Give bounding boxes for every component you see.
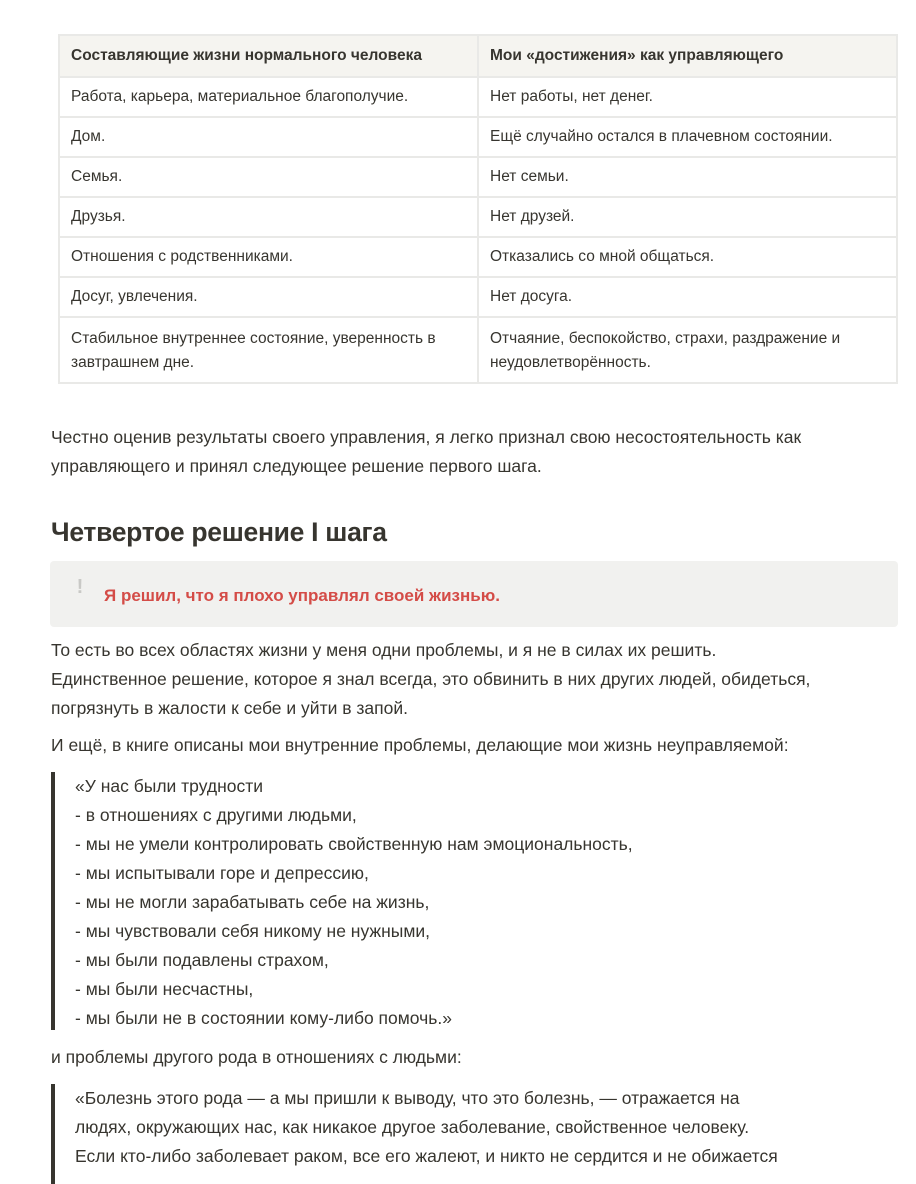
quote-line: Если кто-либо заболевает раком, все его жалеют, и никто не сердится и не обижается bbox=[75, 1146, 778, 1166]
table-row bbox=[59, 157, 897, 197]
inner-problems-paragraph: И ещё, в книге описаны мои внутренние проблемы, делающие мои жизнь неуправляемой: bbox=[51, 735, 789, 755]
callout-text: Я решил, что я плохо управлял своей жизнью. bbox=[104, 586, 500, 605]
table-cell: Досуг, увлечения. bbox=[59, 277, 478, 317]
section-heading: Четвертое решение I шага bbox=[51, 517, 387, 547]
assessment-paragraph: Честно оценив результаты своего управления, я легко признал свою несостоятельность как управляющего и принял следующее решение первого шага. bbox=[51, 427, 802, 476]
table-cell: Отказались со мной общаться. bbox=[478, 237, 897, 277]
table-cell: Нет семьи. bbox=[478, 157, 897, 197]
table-cell: Друзья. bbox=[59, 197, 478, 237]
table-cell: Нет друзей. bbox=[478, 197, 897, 237]
quote-line: - мы были не в состоянии кому-либо помочь.» bbox=[75, 1008, 452, 1028]
table-row bbox=[59, 77, 897, 117]
quote-line: - мы не умели контролировать свойственную нам эмоциональность, bbox=[75, 834, 633, 854]
quote-line: «Болезнь этого рода — а мы пришли к выводу, что это болезнь, — отражается на bbox=[75, 1088, 740, 1108]
blockquote-illness bbox=[51, 1084, 778, 1184]
quote-line: людях, окружающих нас, как никакое другое заболевание, свойственное человеку. bbox=[75, 1117, 750, 1137]
table-header-row bbox=[59, 35, 897, 77]
table-cell: Стабильное внутреннее состояние, уверенность в завтрашнем дне. bbox=[59, 317, 478, 383]
quote-line: «У нас были трудности bbox=[75, 776, 264, 796]
table-cell: Отчаяние, беспокойство, страхи, раздражение и неудовлетворённость. bbox=[478, 317, 897, 383]
table-row bbox=[59, 317, 897, 383]
table-cell: Ещё случайно остался в плачевном состоянии. bbox=[478, 117, 897, 157]
quote-line: - мы были подавлены страхом, bbox=[75, 950, 329, 970]
table-row bbox=[59, 277, 897, 317]
table-row bbox=[59, 117, 897, 157]
exclamation-icon: ! bbox=[76, 576, 84, 598]
table-cell: Семья. bbox=[59, 157, 478, 197]
table-row bbox=[59, 237, 897, 277]
quote-line: - в отношениях с другими людьми, bbox=[75, 805, 357, 825]
table-cell: Работа, карьера, материальное благополучие. bbox=[59, 77, 478, 117]
table-header-cell: Мои «достижения» как управляющего bbox=[478, 35, 897, 77]
callout-block bbox=[50, 561, 898, 627]
quote-line: - мы не могли зарабатывать себе на жизнь, bbox=[75, 892, 430, 912]
quote-line: - мы были несчастны, bbox=[75, 979, 254, 999]
quote-line: - мы чувствовали себя никому не нужными, bbox=[75, 921, 431, 941]
table-cell: Нет досуга. bbox=[478, 277, 897, 317]
table-cell: Дом. bbox=[59, 117, 478, 157]
quote-line: - мы испытывали горе и депрессию, bbox=[75, 863, 369, 883]
table-row bbox=[59, 197, 897, 237]
problems-paragraph: То есть во всех областях жизни у меня одни проблемы, и я не в силах их решить. Единственное решение, которое я знал всегда, это обвинить в них других людей, обидеться, погрязнуть в жалости к себе и уйти в запой. bbox=[51, 640, 811, 718]
table-cell: Отношения с родственниками. bbox=[59, 237, 478, 277]
table-cell: Нет работы, нет денег. bbox=[478, 77, 897, 117]
blockquote-difficulties bbox=[51, 772, 633, 1030]
comparison-table bbox=[58, 34, 898, 384]
relations-intro-paragraph: и проблемы другого рода в отношениях с людьми: bbox=[51, 1047, 462, 1067]
table-header-cell: Составляющие жизни нормального человека bbox=[59, 35, 478, 77]
